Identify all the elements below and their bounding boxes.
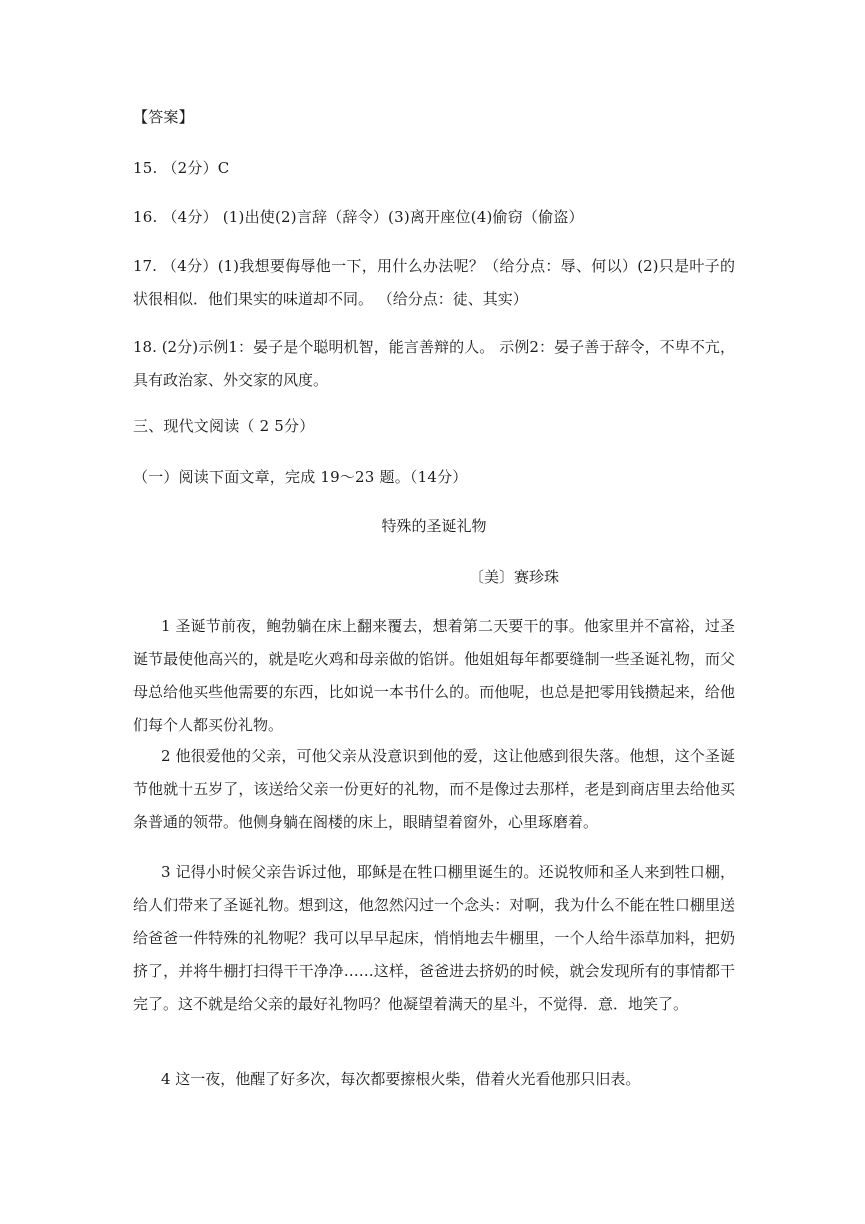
subsection-heading: （一）阅读下面文章，完成 19～23 题。（14分）	[133, 468, 468, 486]
article-paragraph: 4 这一夜，他醒了好多次，每次都要擦根火柴，借着火光看他那只旧表。	[161, 1070, 641, 1088]
article-paragraph: 2 他很爱他的父亲，可他父亲从没意识到他的爱，这让他感到很失落。他想，这个圣诞节他就十五岁了，该送给父亲一份更好的礼物，而不是像过去那样，老是到商店里去给他买条普通的领带。他侧身躺在阁楼的床上，眼睛望着窗外，心里琢磨着。	[133, 747, 735, 831]
answer-18: 18. (2分)示例1：晏子是个聪明机智，能言善辩的人。 示例2：晏子善于辞令，不卑不亢，具有政治家、外交家的风度。	[133, 338, 735, 389]
article-paragraph: 1 圣诞节前夜，鲍勃躺在床上翻来覆去，想着第二天要干的事。他家里并不富裕，过圣诞节最使他高兴的，就是吃火鸡和母亲做的馅饼。他姐姐每年都要缝制一些圣诞礼物，而父母总给他买些他需要的东西，比如说一本书什么的。而他呢，也总是把零用钱攒起来，给他们每个人都买份礼物。	[133, 617, 735, 734]
article-title: 特殊的圣诞礼物	[381, 517, 487, 535]
answer-17: 17. （4分）(1)我想要侮辱他一下，用什么办法呢？（给分点：辱、何以）(2)只是叶子的状很相似．他们果实的味道却不同。 （给分点：徒、其实）	[133, 257, 735, 308]
article-paragraph: 3 记得小时候父亲告诉过他，耶稣是在牲口棚里诞生的。还说牧师和圣人来到牲口棚，给人们带来了圣诞礼物。想到这，他忽然闪过一个念头：对啊，我为什么不能在牲口棚里送给爸爸一件特殊的礼物呢？我可以早早起床，悄悄地去牛棚里，一个人给牛添草加料，把奶挤了，并将牛棚打扫得干干净净……这样，爸爸进去挤奶的时候，就会发现所有的事情都干完了。这不就是给父亲的最好礼物吗？他凝望着满天的星斗，不觉得．意．地笑了。	[133, 863, 735, 1013]
answer-15: 15. （2分）C	[133, 159, 230, 177]
answer-16: 16. （4分） (1)出使(2)言辞（辞令）(3)离开座位(4)偷窃（偷盗）	[133, 208, 584, 226]
article-author: 〔美〕赛珍珠	[468, 568, 559, 586]
section-heading: 三、现代文阅读（ 2 5分）	[133, 417, 315, 435]
answer-heading: 【答案】	[133, 108, 194, 126]
